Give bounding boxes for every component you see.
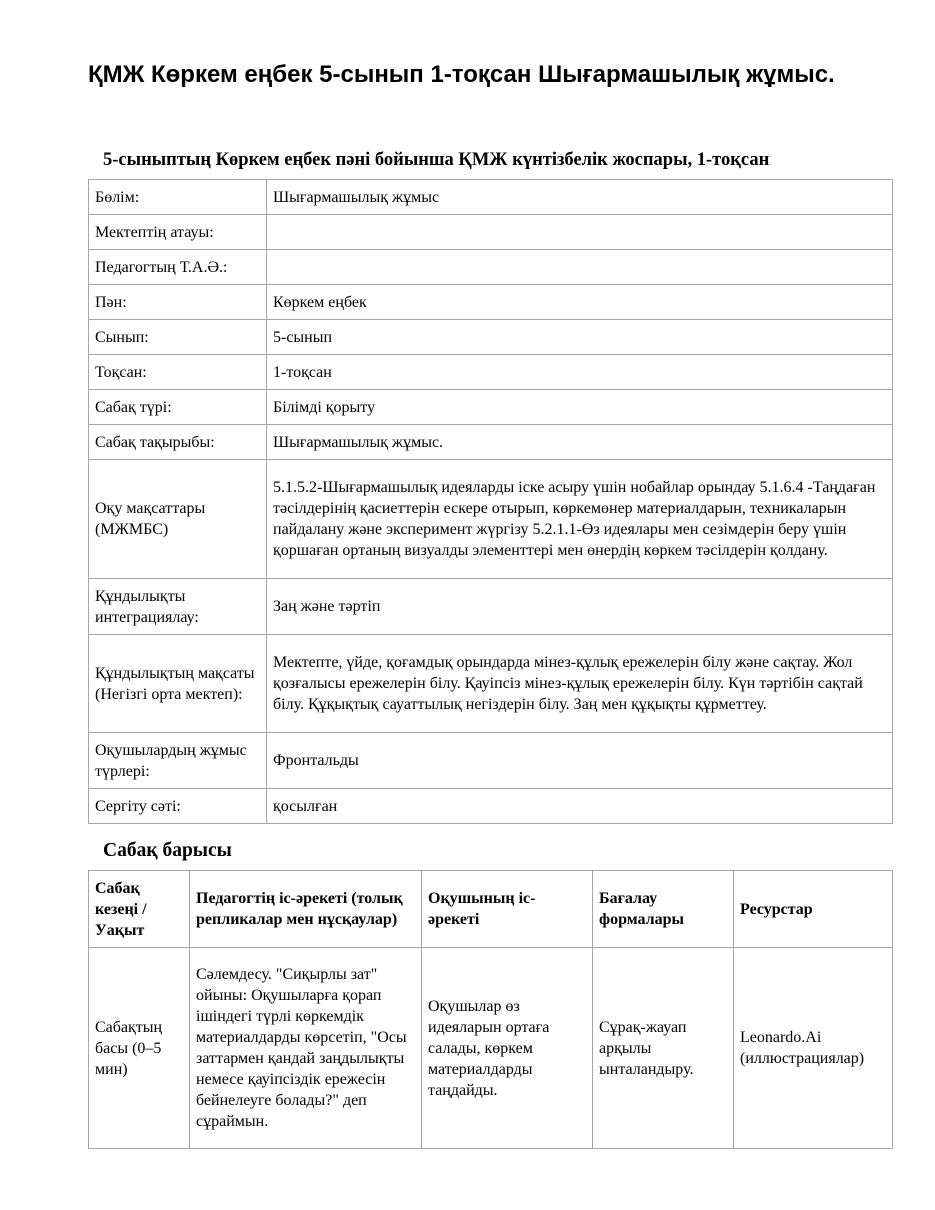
plan-heading: 5-сыныптың Көркем еңбек пәні бойынша ҚМЖ күнтізбелік жоспары, 1-тоқсан bbox=[103, 150, 770, 170]
table-row bbox=[89, 948, 893, 1149]
row-value: 1-тоқсан bbox=[267, 355, 893, 390]
cell-assessment: Сұрақ-жауап арқылы ынталандыру. bbox=[593, 948, 734, 1149]
cell-teacher-activity: Сәлемдесу. "Сиқырлы зат" ойыны: Оқушыларға қорап ішіндегі түрлі көркемдік материалдарды көрсетіп, "Осы заттармен қандай заңдылықты немесе қауіпсіздік ережесін бейнелеуге болады?" деп сұраймын. bbox=[190, 948, 422, 1149]
row-label: Сабақ түрі: bbox=[89, 390, 267, 425]
lesson-progress-heading: Сабақ барысы bbox=[103, 840, 232, 861]
table-row bbox=[89, 320, 893, 355]
row-value: Көркем еңбек bbox=[267, 285, 893, 320]
row-value: 5-сынып bbox=[267, 320, 893, 355]
cell-student-activity: Оқушылар өз идеяларын ортаға салады, көркем материалдарды таңдайды. bbox=[422, 948, 593, 1149]
row-value: Фронтальды bbox=[267, 733, 893, 789]
table-row bbox=[89, 425, 893, 460]
row-label: Құндылықты интеграциялау: bbox=[89, 579, 267, 635]
table-row bbox=[89, 789, 893, 824]
table-row bbox=[89, 579, 893, 635]
row-label: Оқу мақсаттары (МЖМБС) bbox=[89, 460, 267, 579]
row-value: қосылған bbox=[267, 789, 893, 824]
column-header-student-activity: Оқушының іс-әрекеті bbox=[422, 871, 593, 948]
table-header-row bbox=[89, 871, 893, 948]
row-label: Тоқсан: bbox=[89, 355, 267, 390]
table-row bbox=[89, 215, 893, 250]
table-row bbox=[89, 180, 893, 215]
row-label: Сергіту сәті: bbox=[89, 789, 267, 824]
table-row bbox=[89, 390, 893, 425]
table-row bbox=[89, 635, 893, 733]
row-label: Сынып: bbox=[89, 320, 267, 355]
row-label: Сабақ тақырыбы: bbox=[89, 425, 267, 460]
table-row bbox=[89, 733, 893, 789]
row-value: Шығармашылық жұмыс. bbox=[267, 425, 893, 460]
row-value: 5.1.5.2-Шығармашылық идеяларды іске асыру үшін нобайлар орындау 5.1.6.4 -Таңдаған тәсілдерінің қасиеттерін ескере отырып, көркемөнер материалдарын, техникаларын пайдалану және эксперимент жүргізу 5.2.1.1-Өз идеялары мен сезімдерін беру үшін қоршаған ортаның визуалды элементтері мен өнердің көркем тәсілдерін қолдану. bbox=[267, 460, 893, 579]
row-label: Пән: bbox=[89, 285, 267, 320]
row-value bbox=[267, 250, 893, 285]
row-value: Заң және тәртіп bbox=[267, 579, 893, 635]
row-value: Білімді қорыту bbox=[267, 390, 893, 425]
cell-resources: Leonardo.Ai (иллюстрациялар) bbox=[734, 948, 893, 1149]
lesson-plan-info-table bbox=[88, 179, 893, 824]
row-label: Құндылықтың мақсаты (Негізгі орта мектеп): bbox=[89, 635, 267, 733]
document-title: ҚМЖ Көркем еңбек 5-сынып 1-тоқсан Шығармашылық жұмыс. bbox=[88, 61, 835, 88]
lesson-progress-table bbox=[88, 870, 893, 1149]
table-row bbox=[89, 250, 893, 285]
row-label: Оқушылардың жұмыс түрлері: bbox=[89, 733, 267, 789]
column-header-assessment: Бағалау формалары bbox=[593, 871, 734, 948]
table-row bbox=[89, 355, 893, 390]
column-header-stage: Сабақ кезеңі / Уақыт bbox=[89, 871, 190, 948]
column-header-resources: Ресурстар bbox=[734, 871, 893, 948]
row-value: Шығармашылық жұмыс bbox=[267, 180, 893, 215]
table-row bbox=[89, 460, 893, 579]
row-label: Бөлім: bbox=[89, 180, 267, 215]
row-value: Мектепте, үйде, қоғамдық орындарда мінез-құлық ережелерін білу және сақтау. Жол қозғалысы ережелерін білу. Қауіпсіз мінез-құлық ережелерін білу. Күн тәртібін сақтай білу. Құқықтық сауаттылық негіздерін білу. Заң мен құқықты құрметтеу. bbox=[267, 635, 893, 733]
row-label: Педагогтың Т.А.Ә.: bbox=[89, 250, 267, 285]
column-header-teacher-activity: Педагогтің іс-әрекеті (толық репликалар мен нұсқаулар) bbox=[190, 871, 422, 948]
table-row bbox=[89, 285, 893, 320]
row-label: Мектептің атауы: bbox=[89, 215, 267, 250]
cell-stage: Сабақтың басы (0–5 мин) bbox=[89, 948, 190, 1149]
row-value bbox=[267, 215, 893, 250]
